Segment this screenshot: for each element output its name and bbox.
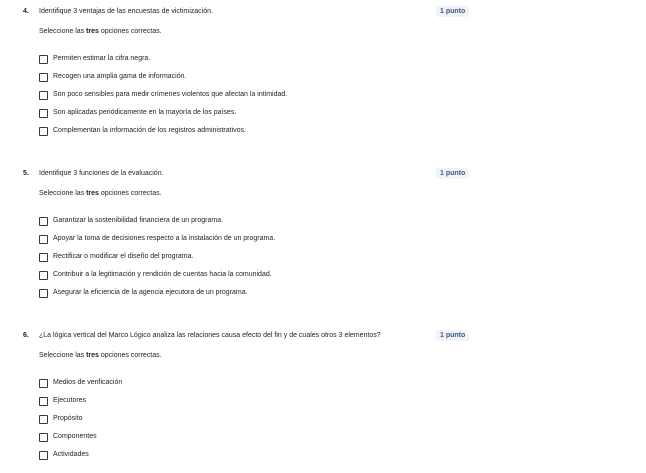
question-text: Identifique 3 ventajas de las encuestas de victimización. — [39, 8, 213, 15]
option-checkbox[interactable] — [39, 252, 193, 262]
instruction-text: opciones correctas. — [98, 352, 162, 359]
option-checkbox[interactable] — [39, 126, 246, 136]
option-label: Garantizar la sostenibilidad financiera de un programa. — [53, 217, 224, 224]
instruction-emphasis: tres — [86, 352, 99, 359]
checkbox[interactable] — [39, 127, 48, 136]
question-instruction — [39, 27, 162, 37]
option-label: Actividades — [53, 451, 89, 458]
question-text: ¿La lógica vertical del Marco Lógico analiza las relaciones causa efecto del fin y de cuales otros 3 elementos? — [39, 332, 381, 339]
question-number: 6. — [23, 332, 29, 339]
points-badge: 1 punto — [436, 6, 469, 17]
option-checkbox[interactable] — [39, 270, 272, 280]
option-checkbox[interactable] — [39, 450, 89, 460]
option-checkbox[interactable] — [39, 414, 83, 424]
checkbox[interactable] — [39, 271, 48, 280]
option-label: Ejecutores — [53, 397, 87, 404]
option-checkbox[interactable] — [39, 234, 275, 244]
instruction-text: Seleccione las — [39, 190, 87, 197]
option-label: Apoyar la toma de decisiones respecto a la instalación de un programa. — [53, 235, 276, 242]
option-label: Permiten estimar la cifra negra. — [53, 55, 151, 62]
option-label: Propósito — [53, 415, 83, 422]
checkbox[interactable] — [39, 109, 48, 118]
question-instruction — [39, 189, 162, 199]
option-label: Son aplicadas periódicamente en la mayoría de los países. — [53, 109, 237, 116]
option-label: Complementan la información de los registros administrativos. — [53, 127, 246, 134]
option-checkbox[interactable] — [39, 108, 236, 118]
option-checkbox[interactable] — [39, 432, 97, 442]
option-label: Medios de verificación — [53, 379, 123, 386]
option-checkbox[interactable] — [39, 396, 86, 406]
option-checkbox[interactable] — [39, 216, 223, 226]
checkbox[interactable] — [39, 415, 48, 424]
checkbox[interactable] — [39, 289, 48, 298]
instruction-text: Seleccione las — [39, 352, 87, 359]
option-checkbox[interactable] — [39, 72, 186, 82]
option-checkbox[interactable] — [39, 54, 150, 64]
checkbox[interactable] — [39, 217, 48, 226]
points-badge: 1 punto — [436, 168, 469, 179]
option-label: Son poco sensibles para medir crímenes violentos que afectan la intimidad. — [53, 91, 288, 98]
option-label: Rectificar o modificar el diseño del programa. — [53, 253, 194, 260]
question-number: 5. — [23, 170, 29, 177]
checkbox[interactable] — [39, 73, 48, 82]
instruction-emphasis: tres — [86, 28, 99, 35]
checkbox[interactable] — [39, 55, 48, 64]
question-instruction — [39, 351, 162, 361]
option-label: Contribuir a la legitimación y rendición de cuentas hacia la comunidad. — [53, 271, 272, 278]
checkbox[interactable] — [39, 379, 48, 388]
checkbox[interactable] — [39, 253, 48, 262]
option-label: Recogen una amplia gama de información. — [53, 73, 187, 80]
option-label: Componentes — [53, 433, 97, 440]
instruction-text: Seleccione las — [39, 28, 87, 35]
checkbox[interactable] — [39, 397, 48, 406]
checkbox[interactable] — [39, 451, 48, 460]
points-badge: 1 punto — [436, 330, 469, 341]
option-label: Asegurar la eficiencia de la agencia ejecutora de un programa. — [53, 289, 248, 296]
checkbox[interactable] — [39, 235, 48, 244]
instruction-emphasis: tres — [86, 190, 99, 197]
question-text: Identifique 3 funciones de la evaluación. — [39, 170, 164, 177]
option-checkbox[interactable] — [39, 90, 287, 100]
question-number: 4. — [23, 8, 29, 15]
checkbox[interactable] — [39, 433, 48, 442]
option-checkbox[interactable] — [39, 288, 248, 298]
instruction-text: opciones correctas. — [98, 190, 162, 197]
instruction-text: opciones correctas. — [98, 28, 162, 35]
checkbox[interactable] — [39, 91, 48, 100]
option-checkbox[interactable] — [39, 378, 122, 388]
